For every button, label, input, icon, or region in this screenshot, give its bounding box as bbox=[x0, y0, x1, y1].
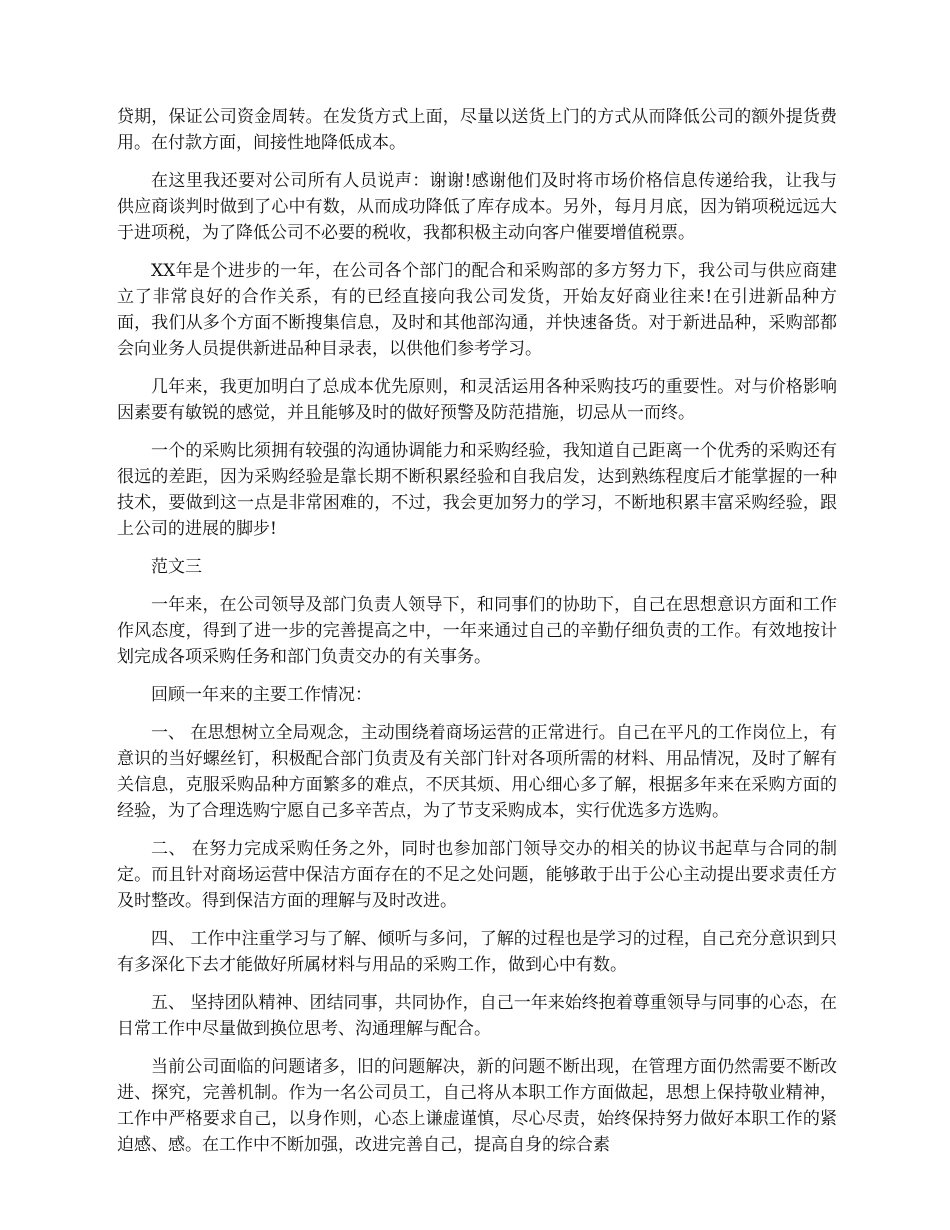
paragraph-3: XX年是个进步的一年，在公司各个部门的配合和采购部的多方努力下，我公司与供应商建立了非常良好的合作关系，有的已经直接向我公司发货，开始友好商业往来!在引进新品种方面，我们从多个方面不断搜集信息，及时和其他部沟通，并快速备货。对于新进品种，采购部都会向业务人员提供新进品种目录表，以供他们参考学习。 bbox=[117, 261, 837, 359]
paragraph-7: 一年来，在公司领导及部门负责人领导下，和同事们的协助下，自己在思想意识方面和工作作风态度，得到了进一步的完善提高之中，一年来通过自己的辛勤仔细负责的工作。有效地按计划完成各项采购任务和部门负责交办的有关事务。 bbox=[117, 595, 837, 667]
paragraph-4: 几年来，我更加明白了总成本优先原则，和灵活运用各种采购技巧的重要性。对与价格影响因素要有敏锐的感觉，并且能够及时的做好预警及防范措施，切忌从一而终。 bbox=[117, 377, 837, 423]
document-page bbox=[117, 104, 837, 1170]
paragraph-13: 当前公司面临的问题诸多，旧的问题解决，新的问题不断出现，在管理方面仍然需要不断改进、探究，完善机制。作为一名公司员工，自己将从本职工作方面做起，思想上保持敬业精神，工作中严格要求自己，以身作则，心态上谦虚谨慎，尽心尽责，始终保持努力做好本职工作的紧迫感、感。在工作中不断加强，改进完善自己，提高自身的综合素 bbox=[117, 1057, 837, 1155]
paragraph-9: 一、 在思想树立全局观念，主动围绕着商场运营的正常进行。自己在平凡的工作岗位上，有意识的当好螺丝钉，积极配合部门负责及有关部门针对各项所需的材料、用品情况，及时了解有关信息，克服采购品种方面繁多的难点，不厌其烦、用心细心多了解，根据多年来在采购方面的经验，为了合理选购宁愿自己多辛苦点，为了节支采购成本，实行优选多方选购。 bbox=[117, 723, 837, 821]
paragraph-5: 一个的采购比须拥有较强的沟通协调能力和采购经验，我知道自己距离一个优秀的采购还有很远的差距，因为采购经验是靠长期不断积累经验和自我启发，达到熟练程度后才能掌握的一种技术，要做到这一点是非常困难的，不过，我会更加努力的学习，不断地积累丰富采购经验，跟上公司的进展的脚步! bbox=[117, 441, 837, 539]
paragraph-10: 二、 在努力完成采购任务之外，同时也参加部门领导交办的相关的协议书起草与合同的制定。而且针对商场运营中保洁方面存在的不足之处问题，能够敢于出于公心主动提出要求责任方及时整改。得到保洁方面的理解与及时改进。 bbox=[117, 839, 837, 911]
section-heading: 范文三 bbox=[151, 557, 202, 577]
paragraph-2: 在这里我还要对公司所有人员说声：谢谢!感谢他们及时将市场价格信息传递给我，让我与供应商谈判时做到了心中有数，从而成功降低了库存成本。另外，每月月底，因为销项税远远大于进项税，为了降低公司不必要的税收，我都积极主动向客户催要增值税票。 bbox=[117, 171, 837, 243]
paragraph-1: 贷期，保证公司资金周转。在发货方式上面，尽量以送货上门的方式从而降低公司的额外提货费用。在付款方面，间接性地降低成本。 bbox=[117, 107, 837, 153]
paragraph-12: 五、 坚持团队精神、团结同事，共同协作，自己一年来始终抱着尊重领导与同事的心态，在日常工作中尽量做到换位思考、沟通理解与配合。 bbox=[117, 993, 837, 1039]
paragraph-11: 四、 工作中注重学习与了解、倾听与多问，了解的过程也是学习的过程，自己充分意识到只有多深化下去才能做好所属材料与用品的采购工作，做到心中有数。 bbox=[117, 929, 837, 975]
paragraph-8: 回顾一年来的主要工作情况： bbox=[151, 685, 372, 705]
